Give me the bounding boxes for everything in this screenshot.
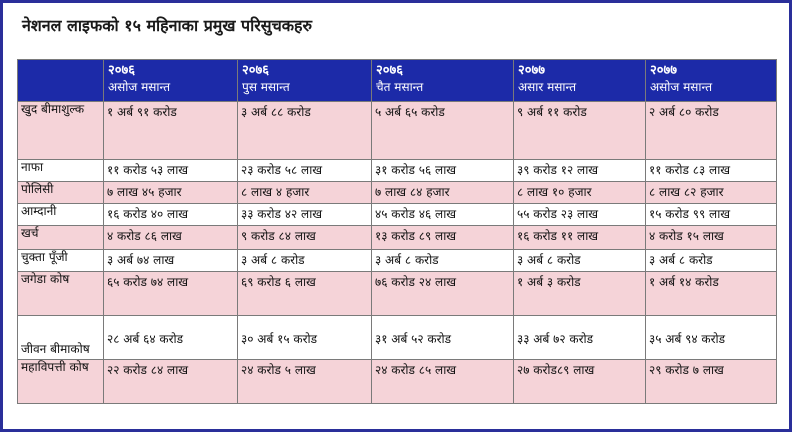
table-row [18,272,777,316]
table-cell: २७ करोड८९ लाख [514,360,646,404]
table-cell: ६५ करोड ७४ लाख [104,272,238,316]
table-cell: ३ अर्ब ८ करोड [238,250,372,272]
row-label: जीवन बीमाकोष [18,316,104,360]
table-cell: १५ करोड ९९ लाख [646,204,777,226]
row-label: आम्दानी [18,204,104,226]
header-cell-4 [514,60,646,102]
table-row [18,204,777,226]
table-cell: ३० अर्ब १५ करोड [238,316,372,360]
table-cell: ६९ करोड ६ लाख [238,272,372,316]
page-title: नेशनल लाइफको १५ महिनाका प्रमुख परिसुचकहरु [22,16,313,35]
table-cell: ४ करोड १५ लाख [646,226,777,250]
table-row [18,160,777,182]
table-cell: २४ करोड ८५ लाख [372,360,514,404]
table-cell: २३ करोड ५८ लाख [238,160,372,182]
table-cell: १ अर्ब ९१ करोड [104,102,238,160]
header-period: असोज मसान्त [108,80,171,94]
table-cell: ८ लाख १० हजार [514,182,646,204]
table-cell: १६ करोड ४० लाख [104,204,238,226]
table-cell: ३ अर्ब ८८ करोड [238,102,372,160]
table-cell: ८ लाख ४ हजार [238,182,372,204]
table-cell: ३ अर्ब ८ करोड [372,250,514,272]
header-cell-2 [238,60,372,102]
table-cell: ३३ अर्ब ७२ करोड [514,316,646,360]
row-label: चुक्ता पूँजी [18,250,104,272]
table-cell: ४ करोड ८६ लाख [104,226,238,250]
table-cell: ३१ अर्ब ५२ करोड [372,316,514,360]
table-cell: ११ करोड ८३ लाख [646,160,777,182]
row-label: नाफा [18,160,104,182]
header-period: असार मसान्त [518,80,577,94]
indicator-table [17,59,777,404]
table-cell: ३१ करोड ५६ लाख [372,160,514,182]
table-cell: २२ करोड ८४ लाख [104,360,238,404]
table-cell: ९ अर्ब ११ करोड [514,102,646,160]
table-cell: ५ अर्ब ६५ करोड [372,102,514,160]
table-cell: ४५ करोड ४६ लाख [372,204,514,226]
row-label: जगेडा कोष [18,272,104,316]
header-cell-label [18,60,104,102]
header-period: पुस मसान्त [242,80,290,94]
table-cell: ३५ अर्ब ९४ करोड [646,316,777,360]
table-row [18,316,777,360]
table-cell: ३९ करोड १२ लाख [514,160,646,182]
table-row [18,226,777,250]
table-cell: ५५ करोड २३ लाख [514,204,646,226]
row-label: पोलिसी [18,182,104,204]
table-cell: २९ करोड ७ लाख [646,360,777,404]
table-cell: २४ करोड ५ लाख [238,360,372,404]
table-cell: १६ करोड ११ लाख [514,226,646,250]
header-year: २०७७ [518,63,546,78]
header-cell-3 [372,60,514,102]
header-year: २०७६ [376,63,404,78]
row-label: खर्च [18,226,104,250]
table-cell: २८ अर्ब ६४ करोड [104,316,238,360]
table-row [18,182,777,204]
header-cell-1 [104,60,238,102]
table-cell: ३३ करोड ४२ लाख [238,204,372,226]
table-cell: ३ अर्ब ८ करोड [514,250,646,272]
table-cell: १३ करोड ८९ लाख [372,226,514,250]
table-cell: १ अर्ब १४ करोड [646,272,777,316]
table-cell: ७६ करोड २४ लाख [372,272,514,316]
table-cell: ३ अर्ब ७४ लाख [104,250,238,272]
table-cell: ७ लाख ४५ हजार [104,182,238,204]
table-cell: ३ अर्ब ८ करोड [646,250,777,272]
header-year: २०७६ [242,63,270,78]
table-row [18,250,777,272]
table-cell: ७ लाख ८४ हजार [372,182,514,204]
header-period: चैत मसान्त [376,80,424,94]
header-year: २०७६ [108,63,136,78]
header-period: असोज मसान्त [650,80,713,94]
table-cell: ११ करोड ५३ लाख [104,160,238,182]
header-year: २०७७ [650,63,678,78]
table-cell: २ अर्ब ८० करोड [646,102,777,160]
header-row [18,60,777,102]
table-cell: १ अर्ब ३ करोड [514,272,646,316]
table-row [18,360,777,404]
table-cell: ८ लाख ८२ हजार [646,182,777,204]
row-label: खुद बीमाशुल्क [18,102,104,160]
header-cell-5 [646,60,777,102]
row-label: महाविपत्ती कोष [18,360,104,404]
table-cell: ९ करोड ८४ लाख [238,226,372,250]
table-row [18,102,777,160]
